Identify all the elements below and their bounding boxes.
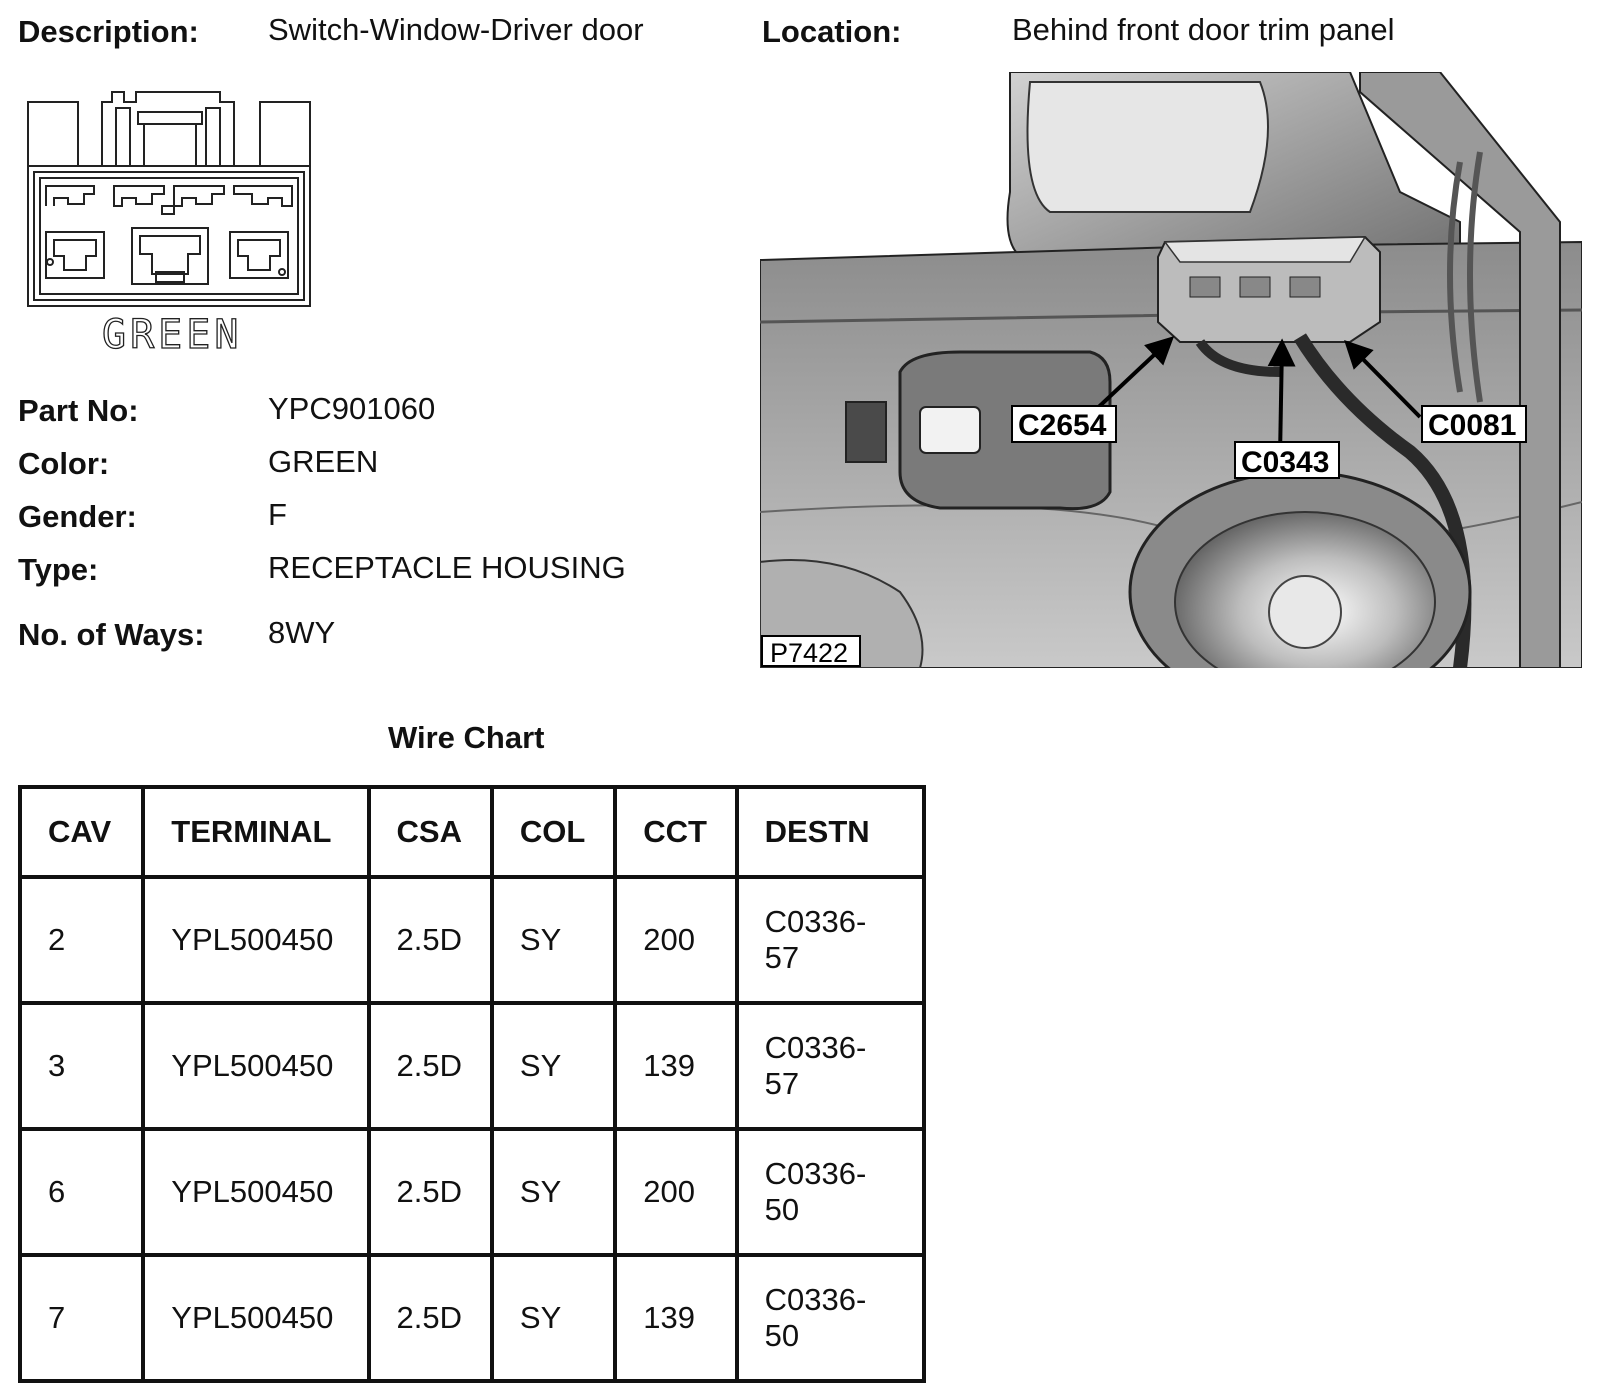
col-cell: SY <box>492 1003 615 1129</box>
destn-cell <box>737 1129 924 1255</box>
color-label: Color: <box>18 446 110 481</box>
csa-cell: 2.5D <box>369 1129 492 1255</box>
destn-text: C0336-50 <box>764 1282 867 1353</box>
wire-chart-title: Wire Chart <box>388 720 545 755</box>
terminal-cell: YPL500450 <box>143 1255 368 1381</box>
cct-cell: 139 <box>615 1003 736 1129</box>
csa-cell: 2.5D <box>369 1255 492 1381</box>
col-cell: SY <box>492 1255 615 1381</box>
gender-value: F <box>268 497 287 532</box>
type-label: Type: <box>18 552 99 587</box>
part-no-label: Part No: <box>18 393 139 428</box>
table-row <box>20 1003 924 1129</box>
destn-text: C0336-50 <box>764 1156 867 1227</box>
cct-cell: 139 <box>615 1255 736 1381</box>
table-row <box>20 877 924 1003</box>
connector-face-drawing <box>24 86 324 366</box>
destn-cell <box>737 1003 924 1129</box>
col-header-terminal: TERMINAL <box>143 787 368 877</box>
type-value: RECEPTACLE HOUSING <box>268 550 626 585</box>
part-no-value: YPC901060 <box>268 391 436 426</box>
door-location-illustration <box>760 72 1582 668</box>
cav-cell: 3 <box>20 1003 143 1129</box>
cct-cell: 200 <box>615 1129 736 1255</box>
col-header-destn: DESTN <box>737 787 924 877</box>
destn-cell <box>737 877 924 1003</box>
location-label: Location: <box>762 14 902 49</box>
col-header-csa: CSA <box>369 787 492 877</box>
destn-text: C0336-57 <box>764 904 867 975</box>
col-header-col: COL <box>492 787 615 877</box>
table-row <box>20 1255 924 1381</box>
csa-cell: 2.5D <box>369 1003 492 1129</box>
connector-color-caption: GREEN <box>102 312 243 358</box>
destn-text: C0336-57 <box>764 1030 867 1101</box>
cct-cell: 200 <box>615 877 736 1003</box>
callout-c0081: C0081 <box>1428 409 1517 442</box>
terminal-cell: YPL500450 <box>143 1129 368 1255</box>
col-header-cav: CAV <box>20 787 143 877</box>
terminal-cell: YPL500450 <box>143 877 368 1003</box>
table-header-row <box>20 787 924 877</box>
col-header-cct: CCT <box>615 787 736 877</box>
ways-label: No. of Ways: <box>18 617 205 652</box>
callout-c0343: C0343 <box>1241 446 1330 479</box>
csa-cell: 2.5D <box>369 877 492 1003</box>
terminal-cell: YPL500450 <box>143 1003 368 1129</box>
location-value: Behind front door trim panel <box>1012 12 1395 47</box>
callout-c2654: C2654 <box>1018 409 1107 442</box>
cav-cell: 2 <box>20 877 143 1003</box>
description-label: Description: <box>18 14 199 49</box>
cav-cell: 6 <box>20 1129 143 1255</box>
ways-value: 8WY <box>268 615 336 650</box>
table-row <box>20 1129 924 1255</box>
col-cell: SY <box>492 877 615 1003</box>
wire-chart-table <box>18 785 926 1383</box>
color-value: GREEN <box>268 444 379 479</box>
figure-id: P7422 <box>770 638 849 668</box>
cav-cell: 7 <box>20 1255 143 1381</box>
destn-cell <box>737 1255 924 1381</box>
gender-label: Gender: <box>18 499 137 534</box>
description-value: Switch-Window-Driver door <box>268 12 644 47</box>
col-cell: SY <box>492 1129 615 1255</box>
